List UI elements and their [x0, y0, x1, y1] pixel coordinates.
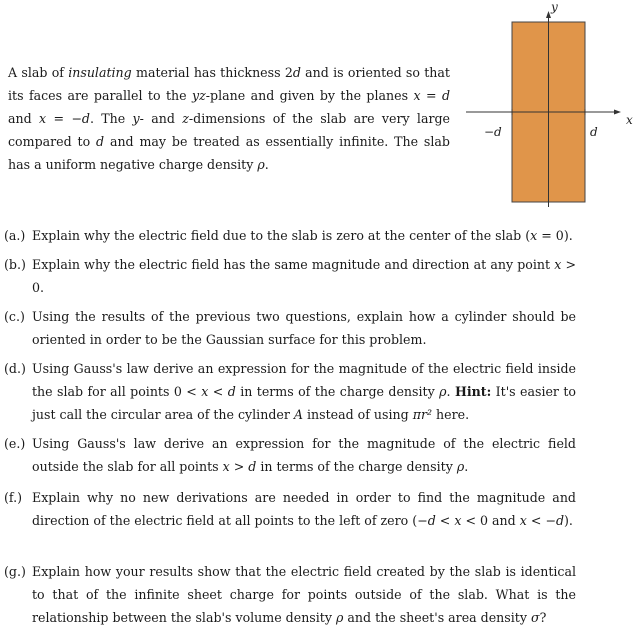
x-axis-arrow-icon	[614, 110, 621, 115]
hint-label: Hint:	[454, 384, 492, 399]
math-symbol: x	[554, 257, 562, 272]
neg-d-label: −d	[484, 125, 502, 139]
question-text-segment: It's easier to just call the circular area of the cylinder	[32, 384, 577, 422]
intro-text: A slab of	[8, 65, 69, 80]
question-text-segment: here.	[432, 407, 470, 422]
math-symbol: σ	[530, 610, 540, 625]
question-text-segment: in terms of the charge density	[256, 459, 457, 474]
question-text-segment: Using the results of the previous two questions, explain how a cylinder should be oriented in order to be the Gaussian surface for this problem.	[32, 309, 576, 347]
intro-math: z	[182, 111, 189, 126]
intro-text: and is oriented so that its faces are parallel to the	[8, 65, 450, 103]
intro-math: ρ	[257, 157, 265, 172]
question-text-segment: Explain how your results show that the electric field created by the slab is identical to that of the infinite sheet charge for points outside of the slab. What is the relationship between the slab's volume density	[32, 564, 576, 625]
question-text-segment: <	[208, 384, 228, 399]
math-symbol: d	[248, 459, 257, 474]
question-label: (e.)	[4, 436, 26, 451]
math-symbol: ρ	[335, 610, 344, 625]
math-symbol: x	[201, 384, 209, 399]
intro-emphasis-insulating: insulating	[68, 65, 132, 80]
question-text	[32, 357, 576, 426]
question-text-segment: Using Gauss's law derive an expression for the magnitude of the electric field outside the slab for all points	[32, 436, 576, 474]
question-text	[32, 560, 576, 629]
intro-text: =	[420, 88, 442, 103]
math-symbol: ρ	[439, 384, 447, 399]
intro-text: = −	[46, 111, 82, 126]
question-text	[32, 486, 576, 532]
math-symbol: A	[293, 407, 303, 422]
intro-math: y	[132, 111, 140, 126]
question-label: (g.)	[4, 564, 26, 579]
question-text-segment: instead of using	[302, 407, 413, 422]
intro-text: - and	[139, 111, 183, 126]
intro-text: and	[8, 111, 40, 126]
math-symbol: d	[555, 513, 565, 528]
question-label: (d.)	[4, 361, 26, 376]
math-symbol: x	[454, 513, 462, 528]
intro-math: d	[81, 111, 90, 126]
question-label: (b.)	[4, 257, 26, 272]
question-text-segment: Using Gauss's law derive an expression for the magnitude of the electric field inside the slab for all points 0 <	[32, 361, 576, 399]
problem-intro	[8, 61, 450, 176]
question-text	[32, 432, 576, 478]
question-label: (f.)	[4, 490, 23, 505]
intro-text: . The	[89, 111, 133, 126]
math-symbol: d	[227, 384, 236, 399]
math-symbol: d	[427, 513, 436, 528]
intro-math: d	[441, 88, 451, 103]
math-symbol: x	[530, 228, 538, 243]
question-text	[32, 305, 576, 351]
question-text-segment: <	[435, 513, 455, 528]
question-text-segment: >	[229, 459, 249, 474]
question-text-segment: ).	[564, 513, 573, 528]
math-symbol: ρ	[456, 459, 465, 474]
question-text	[32, 253, 576, 299]
question-text-segment: Explain why the electric field has the same magnitude and direction at any point	[32, 257, 555, 272]
question-text	[32, 224, 576, 247]
intro-text: material has thickness 2	[131, 65, 293, 80]
intro-math: yz	[192, 88, 206, 103]
question-text-segment: and the sheet's area density	[343, 610, 531, 625]
question-text-segment: = 0).	[537, 228, 573, 243]
intro-text: -dimensions of the slab are very large compared to	[8, 111, 450, 149]
intro-text: and may be treated as essentially infinite. The slab has a uniform negative charge density	[8, 134, 450, 172]
intro-math: d	[292, 65, 301, 80]
question-label: (a.)	[4, 228, 26, 243]
question-text-segment: Explain why no new derivations are needed in order to find the magnitude and direction of the electric field at all points to the left of zero (−	[32, 490, 576, 528]
math-symbol: x	[222, 459, 230, 474]
math-symbol: x	[519, 513, 527, 528]
intro-math: x	[39, 111, 47, 126]
x-axis-label: x	[626, 113, 633, 127]
question-text-segment: < −	[526, 513, 556, 528]
y-axis-label: y	[551, 0, 558, 14]
math-symbol: πr²	[412, 407, 433, 422]
question-text-segment: .	[446, 384, 455, 399]
question-text-segment: Explain why the electric field due to the slab is zero at the center of the slab (	[32, 228, 531, 243]
question-text-segment: < 0 and	[461, 513, 520, 528]
intro-math: x	[413, 88, 421, 103]
slab-figure	[466, 0, 640, 210]
question-text-segment: ?	[539, 610, 547, 625]
intro-math: d	[96, 134, 105, 149]
intro-text: .	[264, 157, 269, 172]
question-text-segment: .	[464, 459, 469, 474]
question-text-segment: > 0.	[32, 257, 576, 295]
question-text-segment: in terms of the charge density	[235, 384, 440, 399]
question-label: (c.)	[4, 309, 25, 324]
intro-text: -plane and given by the planes	[205, 88, 414, 103]
pos-d-label: d	[590, 125, 598, 139]
